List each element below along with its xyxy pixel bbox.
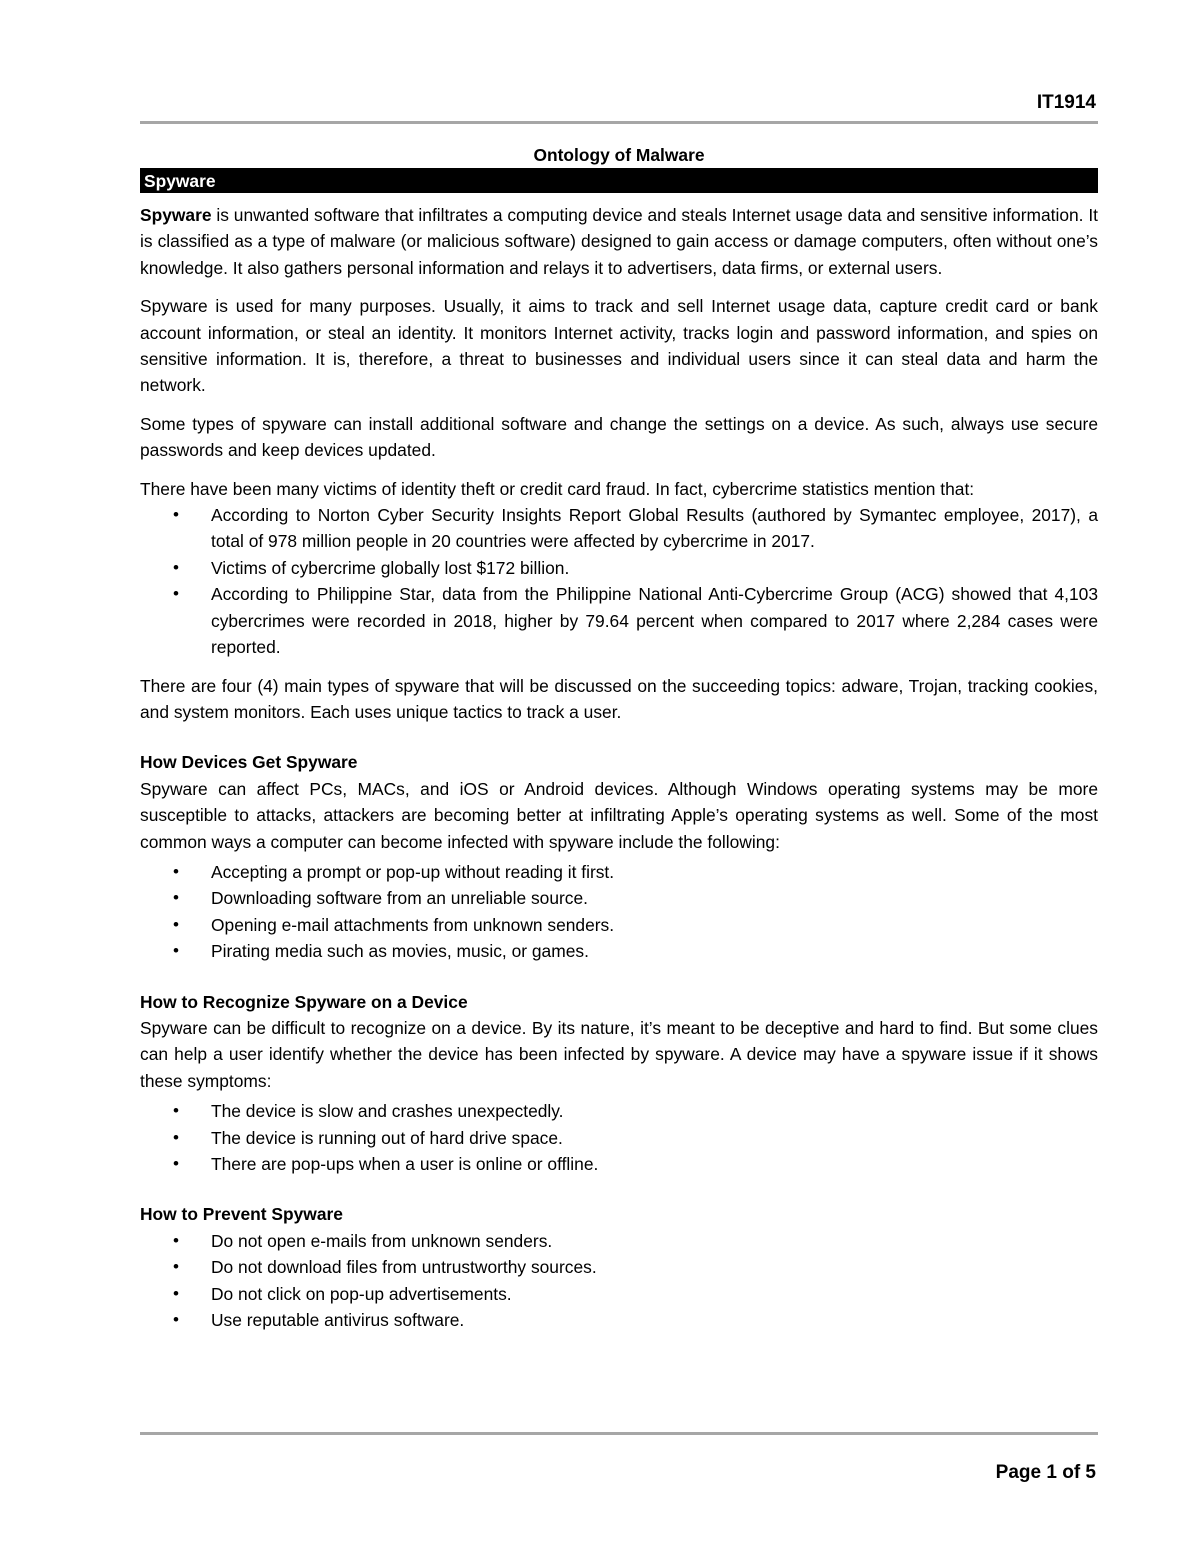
list-item: • Victims of cybercrime globally lost $172 billion.	[140, 555, 1098, 581]
header-rule	[140, 121, 1098, 124]
heading-how-devices-get-spyware: How Devices Get Spyware	[140, 752, 358, 773]
heading-recognize-spyware: How to Recognize Spyware on a Device	[140, 991, 468, 1012]
document-body	[140, 142, 1098, 1345]
settings-paragraph: Some types of spyware can install additional software and change the settings on a device. As such, always use secure passwords and keep devices updated.	[140, 413, 1098, 461]
bullet-icon: •	[173, 505, 179, 525]
section-header-spyware: Spyware	[140, 168, 1098, 193]
footer-rule	[140, 1432, 1098, 1435]
bullet-icon: •	[173, 1101, 179, 1121]
bullet-icon: •	[173, 557, 179, 577]
symptoms-list	[140, 1098, 1098, 1177]
list-item: • The device is running out of hard drive space.	[140, 1125, 1098, 1151]
bullet-icon: •	[173, 861, 179, 881]
intro-term: Spyware	[140, 205, 212, 225]
bullet-icon: •	[173, 941, 179, 961]
stats-list	[140, 502, 1098, 660]
list-item: • Use reputable antivirus software.	[140, 1307, 1098, 1333]
list-item: • Accepting a prompt or pop-up without reading it first.	[140, 859, 1098, 885]
list-item: • Opening e-mail attachments from unknown senders.	[140, 912, 1098, 938]
bullet-icon: •	[173, 1257, 179, 1277]
course-code: IT1914	[1036, 92, 1096, 113]
list-item: • Pirating media such as movies, music, or games.	[140, 938, 1098, 964]
bullet-icon: •	[173, 1230, 179, 1250]
list-item: • Do not click on pop-up advertisements.	[140, 1281, 1098, 1307]
list-item: • Do not download files from untrustworthy sources.	[140, 1254, 1098, 1280]
list-item: • According to Norton Cyber Security Insights Report Global Results (authored by Symantec employee, 2017), a total of 978 million people in 20 countries were affected by cybercrime in 2017.	[140, 502, 1098, 555]
how-get-paragraph: Spyware can affect PCs, MACs, and iOS or Android devices. Although Windows operating systems may be more susceptible to attacks, attackers are becoming better at infiltrating Apple’s operating systems as well. Some of the most common ways a computer can become infected with spyware include the following:	[140, 778, 1098, 852]
bullet-icon: •	[173, 1310, 179, 1330]
bullet-icon: •	[173, 584, 179, 604]
intro-text: is unwanted software that infiltrates a computing device and steals Internet usage data and sensitive information. It is classified as a type of malware (or malicious software) designed to gain access or damage computers, often without one’s knowledge. It also gathers personal information and relays it to advertisers, data firms, or external users.	[140, 205, 1099, 278]
bullet-icon: •	[173, 1127, 179, 1147]
types-paragraph: There are four (4) main types of spyware that will be discussed on the succeeding topics: adware, Trojan, tracking cookies, and system monitors. Each uses unique tactics to track a user.	[140, 675, 1098, 722]
heading-prevent-spyware: How to Prevent Spyware	[140, 1204, 343, 1225]
list-item: • There are pop-ups when a user is online or offline.	[140, 1151, 1098, 1177]
page-number: Page 1 of 5	[995, 1462, 1096, 1483]
list-item: • The device is slow and crashes unexpectedly.	[140, 1098, 1098, 1124]
victims-paragraph: There have been many victims of identity theft or credit card fraud. In fact, cybercrime statistics mention that:	[140, 478, 975, 499]
bullet-icon: •	[173, 914, 179, 934]
bullet-icon: •	[173, 1154, 179, 1173]
list-item: • Downloading software from an unreliable source.	[140, 885, 1098, 911]
intro-paragraph	[140, 202, 1098, 281]
recognize-paragraph: Spyware can be difficult to recognize on a device. By its nature, it’s meant to be deceptive and hard to find. But some clues can help a user identify whether the device has been infected by spyware. A device may have a spyware issue if it shows these symptoms:	[140, 1017, 1098, 1091]
list-item: • Do not open e-mails from unknown senders.	[140, 1228, 1098, 1254]
bullet-icon: •	[173, 1283, 179, 1303]
infection-ways-list	[140, 859, 1098, 965]
bullet-icon: •	[173, 888, 179, 908]
document-title: Ontology of Malware	[533, 145, 705, 165]
prevention-list	[140, 1228, 1098, 1334]
purpose-paragraph: Spyware is used for many purposes. Usually, it aims to track and sell Internet usage data, capture credit card or bank account information, or steal an identity. It monitors Internet activity, tracks login and password information, and spies on sensitive information. It is, therefore, a threat to businesses and individual users since it can steal data and harm the network.	[140, 296, 1098, 396]
list-item: • According to Philippine Star, data from the Philippine National Anti-Cybercrime Group (ACG) showed that 4,103 cybercrimes were recorded in 2018, higher by 79.64 percent when compared to 2017 where 2,284 cases were reported.	[140, 581, 1098, 660]
